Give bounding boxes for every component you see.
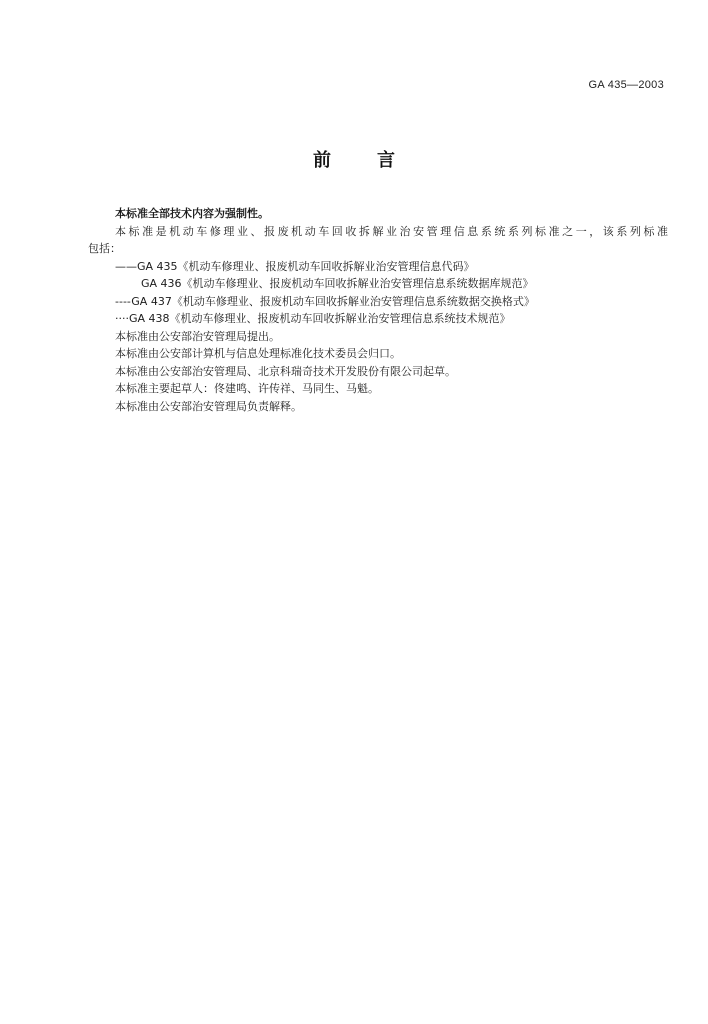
list-item-ga437: ----GA 437《机动车修理业、报废机动车回收拆解业治安管理信息系统数据交换格式》 [115,294,535,308]
list-item-ga438: ····GA 438《机动车修理业、报废机动车回收拆解业治安管理信息系统技术规范》 [115,312,511,325]
paragraph-series-line2: 包括： [88,242,121,255]
preface-body [88,205,668,415]
list-item-ga436: GA 436《机动车修理业、报废机动车回收拆解业治安管理信息系统数据库规范》 [141,277,534,290]
page-title [0,146,708,172]
paragraph-drafted-by: 本标准由公安部治安管理局、北京科瑞奇技术开发股份有限公司起草。 [115,364,456,378]
title-char-2: 言 [377,150,395,171]
list-item-ga435: ——GA 435《机动车修理业、报废机动车回收拆解业治安管理信息代码》 [115,259,475,273]
paragraph-interpretation: 本标准由公安部治安管理局负责解释。 [115,399,302,413]
paragraph-mandatory: 本标准全部技术内容为强制性。 [115,207,269,220]
title-char-1: 前 [313,150,331,171]
paragraph-drafters: 本标准主要起草人：佟建鸣、许传祥、马同生、马魁。 [115,382,379,395]
standard-code: GA 435—2003 [588,79,664,91]
paragraph-proposed-by: 本标准由公安部治安管理局提出。 [115,329,280,343]
paragraph-committee: 本标准由公安部计算机与信息处理标准化技术委员会归口。 [115,347,401,360]
paragraph-series-line1: 本标准是机动车修理业、报废机动车回收拆解业治安管理信息系统系列标准之一，该系列标准 [115,224,668,238]
